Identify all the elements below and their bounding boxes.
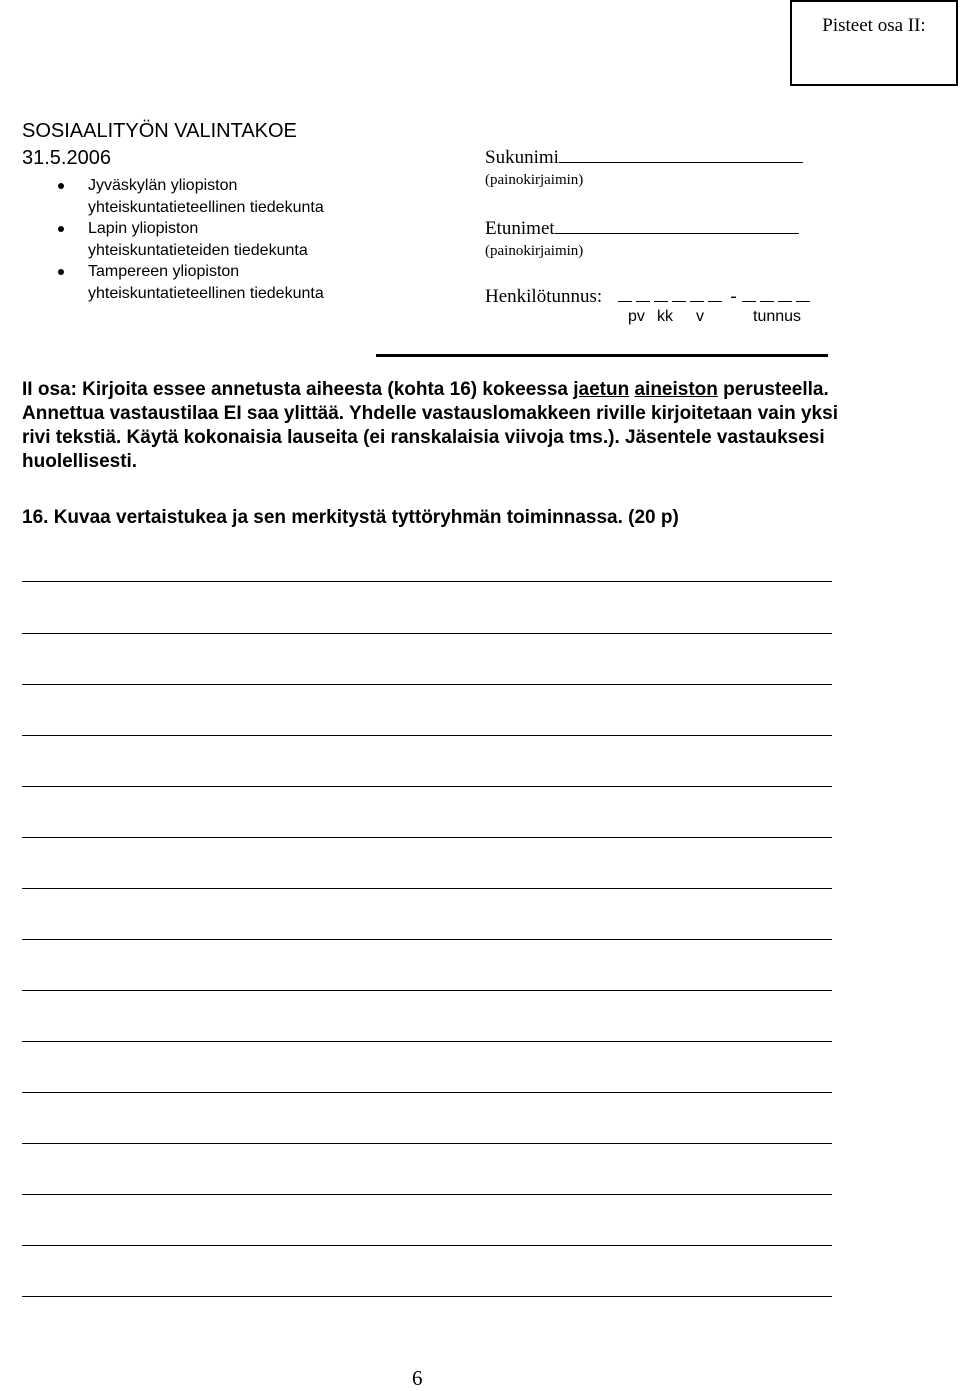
- bullet-icon: [58, 183, 64, 189]
- instructions-text: perusteella. Annettua vastaustilaa EI saa ylittää. Yhdelle vastauslomakkeen riville kirjoitetaan vain yksi rivi tekstiä. Käytä kokonaisia lauseita (ei ranskalaisia viivoja tms.). Jäsentele vastauksesi huolellisesti.: [22, 379, 838, 472]
- ssn-digit[interactable]: [796, 300, 810, 302]
- ssn-digit[interactable]: [708, 300, 722, 302]
- surname-label: Sukunimi: [485, 147, 559, 168]
- faculty-name: yhteiskuntatieteiden tiedekunta: [88, 241, 308, 259]
- answer-line[interactable]: [22, 1296, 832, 1297]
- ssn-digit[interactable]: [618, 300, 632, 302]
- firstnames-note: (painokirjaimin): [485, 243, 584, 259]
- answer-line[interactable]: [22, 1245, 832, 1246]
- instructions-text: II osa: Kirjoita essee annetusta aiheesta (kohta 16) kokeessa: [22, 379, 574, 400]
- instructions-underlined: aineiston: [634, 379, 718, 400]
- ssn-digit[interactable]: [742, 300, 756, 302]
- score-box-label: Pisteet osa II:: [822, 15, 926, 36]
- answer-line[interactable]: [22, 1092, 832, 1093]
- ssn-digit[interactable]: [760, 300, 774, 302]
- instructions-underlined: jaetun: [573, 379, 630, 400]
- section-divider: [376, 354, 828, 357]
- list-item: [40, 175, 324, 218]
- ssn-separator: -: [730, 286, 737, 307]
- page-number: 6: [412, 1366, 423, 1390]
- ssn-kk-label: kk: [657, 308, 673, 325]
- university-name: Tampereen yliopiston: [88, 263, 240, 280]
- answer-line[interactable]: [22, 1194, 832, 1195]
- answer-line[interactable]: [22, 735, 832, 736]
- ssn-digit[interactable]: [636, 300, 650, 302]
- answer-line[interactable]: [22, 633, 832, 634]
- firstnames-label: Etunimet: [485, 218, 555, 239]
- ssn-v-label: v: [696, 308, 704, 325]
- bullet-icon: [58, 269, 64, 275]
- exam-title: SOSIAALITYÖN VALINTAKOE: [22, 120, 297, 142]
- answer-line[interactable]: [22, 837, 832, 838]
- answer-line[interactable]: [22, 1143, 832, 1144]
- ssn-field[interactable]: [485, 286, 814, 308]
- answer-line[interactable]: [22, 990, 832, 991]
- ssn-digit[interactable]: [654, 300, 668, 302]
- firstnames-line[interactable]: [555, 233, 799, 234]
- answer-line[interactable]: [22, 1041, 832, 1042]
- university-name: Jyväskylän yliopiston: [88, 177, 238, 194]
- answer-line[interactable]: [22, 939, 832, 940]
- ssn-label: Henkilötunnus:: [485, 286, 603, 307]
- list-item: [40, 261, 324, 304]
- question-16: 16. Kuvaa vertaistukea ja sen merkitystä tyttöryhmän toiminnassa. (20 p): [22, 507, 679, 528]
- exam-date: 31.5.2006: [22, 147, 111, 169]
- answer-line[interactable]: [22, 581, 832, 582]
- surname-line[interactable]: [559, 162, 803, 163]
- instructions: [22, 378, 862, 474]
- answer-line[interactable]: [22, 888, 832, 889]
- answer-line[interactable]: [22, 684, 832, 685]
- firstnames-field[interactable]: [485, 218, 799, 240]
- university-list: [40, 175, 324, 304]
- surname-field[interactable]: [485, 147, 803, 169]
- ssn-digit[interactable]: [672, 300, 686, 302]
- score-box: [790, 0, 958, 86]
- ssn-digit[interactable]: [778, 300, 792, 302]
- ssn-digit[interactable]: [690, 300, 704, 302]
- university-name: Lapin yliopiston: [88, 220, 199, 237]
- bullet-icon: [58, 226, 64, 232]
- list-item: [40, 218, 324, 261]
- ssn-pv-label: pv: [628, 308, 645, 325]
- surname-note: (painokirjaimin): [485, 172, 584, 188]
- faculty-name: yhteiskuntatieteellinen tiedekunta: [88, 284, 324, 302]
- ssn-tunnus-label: tunnus: [753, 308, 802, 325]
- answer-line[interactable]: [22, 786, 832, 787]
- faculty-name: yhteiskuntatieteellinen tiedekunta: [88, 198, 324, 216]
